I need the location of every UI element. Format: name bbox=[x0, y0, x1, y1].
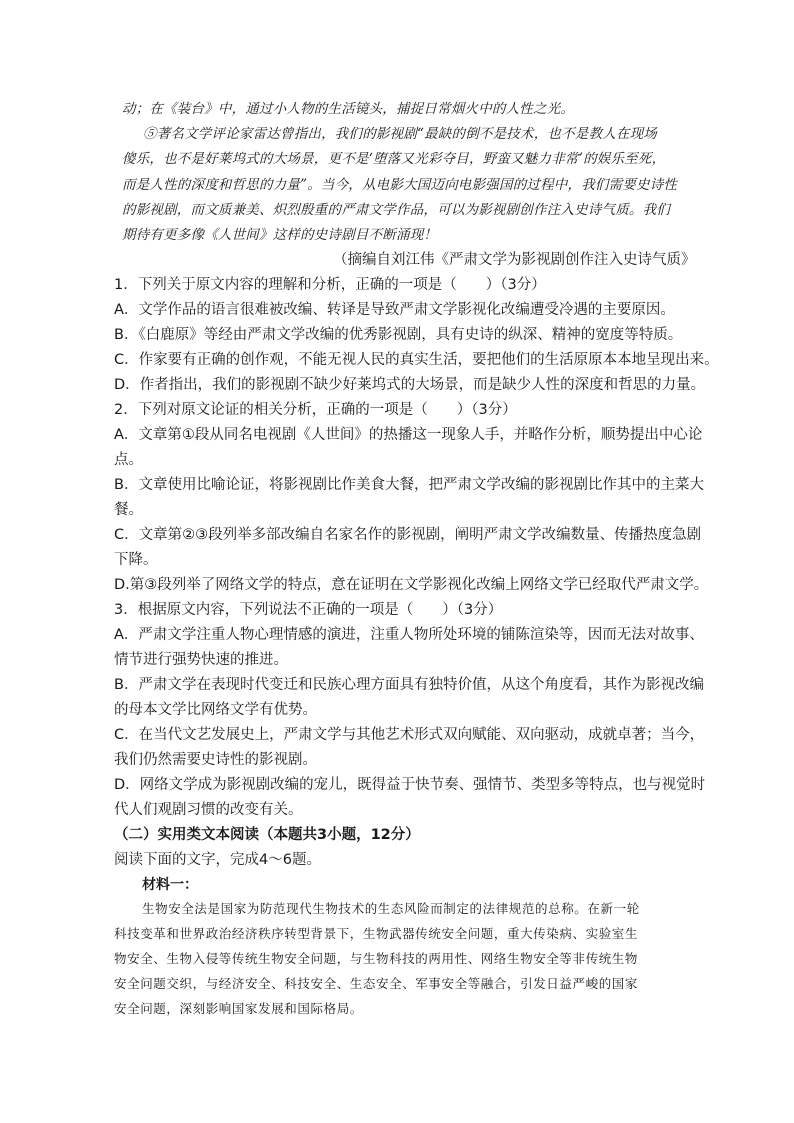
passage-line: ⑤著名文学评论家雷达曾指出，我们的影视剧“最缺的倒不是技术，也不是教人在现场 bbox=[143, 126, 658, 142]
material-line: 生物安全法是国家为防范现代生物技术的生态风险而制定的法律规范的总称。在新一轮 bbox=[142, 901, 640, 916]
passage-line: 傻乐，也不是好莱坞式的大场景，更不是‘堕落又光彩夺目，野蛮又魅力非常’的娱乐至死， bbox=[122, 151, 666, 167]
option-line: C．在当代文艺发展史上，严肃文学与其他艺术形式双向赋能、双向驱动，成就卓著；当今， bbox=[114, 727, 705, 743]
option-line: B．严肃文学在表现时代变迁和民族心理方面具有独特价值，从这个角度看，其作为影视改编 bbox=[114, 677, 704, 693]
section-instruction: 阅读下面的文字，完成4～6题。 bbox=[114, 852, 321, 868]
passage-line: 动；在《装台》中，通过小人物的生活镜头，捕捉日常烟火中的人性之光。 bbox=[122, 101, 575, 117]
option-line: A．文学作品的语言很难被改编、转译是导致严肃文学影视化改编遭受冷遇的主要原因。 bbox=[114, 302, 675, 318]
section-heading: （二）实用类文本阅读（本题共3小题，12分） bbox=[114, 827, 420, 843]
passage-line: 的影视剧，而文质兼美、炽烈殷重的严肃文学作品，可以为影视剧创作注入史诗气质。我们 bbox=[122, 202, 670, 218]
passage-line: 期待有更多像《人世间》这样的史诗剧目不断涌现！ bbox=[122, 227, 438, 243]
question-stem: 3．根据原文内容，下列说法不正确的一项是（ ）（3分） bbox=[114, 602, 503, 618]
option-line: D．作者指出，我们的影视剧不缺少好莱坞式的大场景，而是缺少人性的深度和哲思的力量。 bbox=[114, 377, 706, 393]
option-line: 下降。 bbox=[114, 552, 158, 568]
option-line: 的母本文学比网络文学有优势。 bbox=[114, 702, 317, 718]
option-line: D．网络文学成为影视剧改编的宠儿，既得益于快节奏、强情节、类型多等特点，也与视觉时 bbox=[114, 777, 706, 793]
option-line: A．严肃文学注重人物心理情感的演进，注重人物所处环境的铺陈渲染等，因而无法对故事、 bbox=[114, 627, 704, 643]
material-line: 科技变革和世界政治经济秩序转型背景下，生物武器传统安全问题，重大传染病、实验室生 bbox=[114, 926, 639, 941]
option-line: C．作家要有正确的创作观，不能无视人民的真实生活，要把他们的生活原原本本地呈现出来。 bbox=[114, 352, 719, 368]
option-line: A．文章第①段从同名电视剧《人世间》的热播这一现象人手，并略作分析，顺势提出中心论 bbox=[114, 427, 703, 443]
option-line: B．《白鹿原》等经由严肃文学改编的优秀影视剧，具有史诗的纵深、精神的宽度等特质。 bbox=[114, 327, 683, 343]
material-title: 材料一： bbox=[142, 877, 198, 893]
option-line: 我们仍然需要史诗性的影视剧。 bbox=[114, 752, 317, 768]
question-stem: 1．下列关于原文内容的理解和分析，正确的一项是（ ）（3分） bbox=[114, 277, 546, 293]
option-line: 点。 bbox=[114, 452, 143, 468]
option-line: 情节进行强势快速的推进。 bbox=[114, 652, 288, 668]
option-line: B．文章使用比喻论证，将影视剧比作美食大餐，把严肃文学改编的影视剧比作其中的主菜大 bbox=[114, 477, 704, 493]
option-line: 餐。 bbox=[114, 502, 143, 518]
option-line: D.第③段列举了网络文学的特点，意在证明在文学影视化改编上网络文学已经取代严肃文学。 bbox=[114, 577, 709, 593]
question-stem: 2．下列对原文论证的相关分析，正确的一项是（ ）（3分） bbox=[114, 402, 517, 418]
material-line: 物安全、生物入侵等传统生物安全问题，与生物科技的两用性、网络生物安全等非传统生物 bbox=[114, 951, 639, 966]
passage-line: 而是人性的深度和哲思的力量”。当今，从电影大国迈向电影强国的过程中，我们需要史诗性 bbox=[122, 177, 678, 193]
passage-source: （摘编自刘江伟《严肃文学为影视剧创作注入史诗气质》 bbox=[333, 252, 696, 268]
material-line: 安全问题交织，与经济安全、科技安全、生态安全、军事安全等融合，引发日益严峻的国家 bbox=[114, 976, 639, 991]
material-line: 安全问题，深刻影响国家发展和国际格局。 bbox=[114, 1001, 363, 1016]
option-line: C．文章第②③段列举多部改编自名家名作的影视剧，阐明严肃文学改编数量、传播热度急剧 bbox=[114, 527, 702, 543]
option-line: 代人们观剧习惯的改变有关。 bbox=[114, 802, 303, 818]
